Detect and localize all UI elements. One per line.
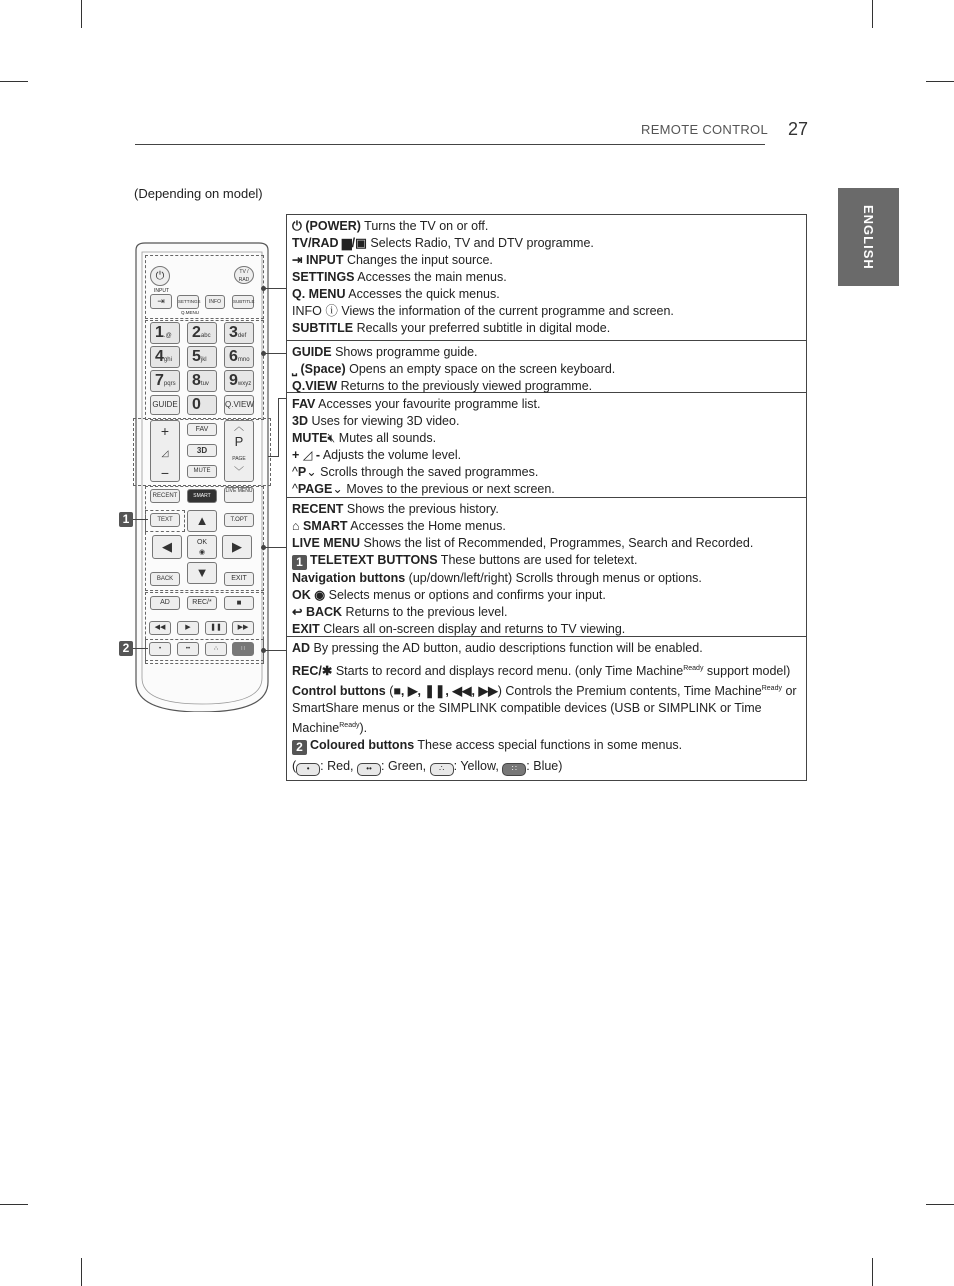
tvrad-text: Selects Radio, TV and DTV programme. [366,236,594,250]
input-desc [292,252,801,269]
live-menu-desc [292,535,801,552]
chevron-up-icon: ^ [292,482,298,496]
colour-key-desc [292,758,801,776]
row-power-group [287,215,806,340]
crop-mark [926,81,954,82]
3d-desc [292,413,801,430]
subtitle-button[interactable]: SUBTITLE [232,295,254,309]
row-ad-group [287,636,806,780]
page-p-label: P [234,434,244,449]
leader-line [264,288,286,289]
space-icon: ⎵ [292,362,298,376]
text-button[interactable]: TEXT [150,513,180,527]
settings-desc [292,269,801,286]
remote-illustration [135,242,269,712]
power-icon: ⏻ [292,219,302,233]
key-2-letters: abc [200,333,211,339]
leader-line [268,456,279,457]
tvrad-label: TV/RAD [292,236,339,250]
qmenu-text: Accesses the quick menus. [345,287,500,301]
page-number: 27 [788,119,809,139]
ok-label: OK [292,588,311,602]
key-3-letters: def [237,333,247,339]
fast-forward-button[interactable]: ▶▶ [232,621,254,635]
live-menu-text: Shows the list of Recommended, Programmes, Search and Recorded. [360,536,754,550]
qview-label: Q.VIEW [292,379,338,393]
ok-label: OK [196,539,208,546]
group-outline [145,320,264,420]
power-desc [292,218,801,235]
volume-plus-label: + [292,448,303,462]
back-icon: ↩ [292,605,303,619]
qview-button[interactable]: Q.VIEW [224,395,254,415]
guide-label: GUIDE [292,345,332,359]
crop-mark [872,1258,873,1286]
3d-icon: 3D [292,414,308,428]
leader-line [278,398,279,456]
mute-label: MUTE [292,431,328,445]
volume-minus-label: - [312,448,321,462]
rec-ready-sup: Ready [683,665,704,672]
info-label: INFO [292,304,322,318]
coloured-label: Coloured buttons [310,738,415,753]
leader-line [264,353,286,354]
key-2-digit: 2 [192,324,201,341]
leader-line [278,398,286,399]
header-rule [135,144,765,145]
leader-line [133,648,148,649]
exit-text: Clears all on-screen display and returns to TV viewing. [319,622,626,636]
input-label: INPUT [154,288,169,294]
yellow-text: : Yellow, [453,759,503,774]
teletext-label: TELETEXT BUTTONS [310,553,438,567]
subtitle-desc [292,320,801,337]
space-desc [292,361,801,378]
control-label: Control buttons [292,684,386,699]
key-0[interactable]: 0 [187,395,217,415]
volume-rocker[interactable]: + ◿ − [150,420,180,482]
key-6-letters: mno [237,357,250,363]
program-label: P [297,465,307,479]
page-label: PAGE [297,482,333,496]
qview-text: Returns to the previously viewed programme. [337,379,593,393]
volume-text: Adjusts the volume level. [320,448,462,462]
input-icon: ⇥ [292,253,303,267]
chevron-down-icon: ⌄ [306,465,317,479]
fav-label: FAV [292,397,316,411]
red-text: : Red, [320,759,357,774]
input-text: Changes the input source. [343,253,493,267]
group-outline [133,418,271,486]
group-outline [145,639,264,661]
group-outline [145,255,264,319]
key-9-digit: 9 [229,372,238,389]
ok-button[interactable]: OK ◉ [187,535,217,559]
coloured-badge: 2 [292,740,307,755]
nav-right-button[interactable]: ▶ [222,535,252,559]
rec-text-2: support model) [703,664,791,679]
key-4-digit: 4 [155,348,164,365]
group-outline [145,486,264,591]
crop-mark [0,81,28,82]
section-title: REMOTE CONTROL [641,122,768,137]
control-text-3: ). [359,721,368,736]
asterisk-icon: ✱ [321,664,333,679]
nav-down-button[interactable]: ▼ [187,562,217,584]
teletext-desc [292,552,801,570]
leader-line [264,547,286,548]
page-text: Moves to the previous or next screen. [342,482,555,496]
key-8-letters: tuv [200,381,209,387]
fav-text: Accesses your favourite programme list. [315,397,541,411]
power-label: (POWER) [305,219,361,233]
row-guide-group [287,340,806,392]
language-tab [838,188,899,286]
rec-desc [292,660,801,680]
recent-text: Shows the previous history. [343,502,499,516]
volume-icon: ◿ [302,448,313,462]
crop-mark [872,0,873,28]
fav-desc [292,396,801,413]
ad-label: AD [292,641,311,655]
qmenu-label: Q.MENU [181,310,199,315]
mute-text: Mutes all sounds. [335,431,437,445]
ad-button[interactable]: AD [150,596,180,610]
rec-label: REC/ [292,664,322,679]
row-fav-group [287,392,806,497]
red-dot-icon: • [296,763,320,776]
exit-button[interactable]: EXIT [224,572,254,586]
ad-text: By pressing the AD button, audio descriptions function will be enabled. [310,641,703,655]
home-icon: ⌂ [292,519,300,533]
key-8-digit: 8 [192,372,201,389]
yellow-dots-icon: ∴ [430,763,454,776]
green-button[interactable]: •• [177,642,199,656]
red-button[interactable]: • [149,642,171,656]
guide-desc [292,344,801,361]
key-5-digit: 5 [192,348,201,365]
chevron-up-icon: ^ [292,465,298,479]
exit-label: EXIT [292,622,320,636]
yellow-button[interactable]: ∴ [205,642,227,656]
blue-text: : Blue) [526,759,563,774]
back-label: BACK [305,605,343,619]
qmenu-label: Q. MENU [292,287,346,301]
page-desc [292,481,801,498]
qmenu-desc [292,286,801,303]
leader-line [264,650,286,651]
info-button[interactable]: INFO [205,295,225,309]
subtitle-label: SUBTITLE [292,321,354,335]
3d-button[interactable]: 3D [187,444,217,457]
ad-desc [292,640,801,657]
key-9-letters: wxyz [237,381,252,387]
blue-button[interactable]: ∷ [232,642,254,656]
page-rocker[interactable]: ︿ P PAGE ﹀ [224,420,254,482]
key-1-digit: 1 [155,324,164,341]
language-tab-label: ENGLISH [861,204,876,270]
control-ready-sup: Ready [761,685,782,693]
topt-button[interactable]: T.OPT [224,513,254,527]
coloured-text: These access special functions in some menus. [414,738,683,753]
green-dots-icon: •• [357,763,381,776]
callout-1: 1 [119,512,133,527]
colour-open: ( [292,759,297,774]
key-7-digit: 7 [155,372,164,389]
coloured-desc [292,737,801,755]
crop-mark [926,1204,954,1205]
mute-icon: 🔇︎ [327,431,336,445]
space-label: (Space) [300,362,346,376]
power-button[interactable]: ⏻ [150,266,170,286]
control-open: ( [385,684,394,699]
navigation-text: (up/down/left/right) Scrolls through menus or options. [405,571,702,585]
nav-up-button[interactable]: ▲ [187,510,217,532]
input-button[interactable]: ⇥ [150,294,172,309]
control-desc [292,680,801,737]
power-text: Turns the TV on or off. [360,219,489,233]
pause-button[interactable]: ❚❚ [205,621,227,635]
play-button[interactable]: ▶ [177,621,199,635]
tvrad-icon: ▆/▣ [342,236,367,250]
nav-left-button[interactable]: ◀ [152,535,182,559]
teletext-badge: 1 [292,555,307,570]
smart-button[interactable]: SMART [187,489,217,503]
rec-button[interactable]: REC/* [187,596,217,610]
crop-mark [81,1258,82,1286]
space-text: Opens an empty space on the screen keyboard. [345,362,616,376]
control-text-2: or SmartShare menus or the SIMPLINK compatible devices (USB or SIMPLINK or Time Machine [292,684,797,736]
settings-text: Accesses the main menus. [354,270,507,284]
ok-desc [292,587,801,604]
key-4-letters: ghi [163,357,172,363]
ok-icon: ◉ [314,588,326,602]
tvrad-desc [292,235,801,252]
smart-text: Accesses the Home menus. [347,519,506,533]
program-text: Scrolls through the saved programmes. [316,465,539,479]
rewind-button[interactable]: ◀◀ [149,621,171,635]
ok-text: Selects menus or options and confirms your input. [325,588,606,602]
back-button[interactable]: BACK [150,572,180,586]
crop-mark [81,0,82,28]
info-text: Views the information of the current programme and screen. [337,304,674,318]
group-outline [145,510,185,532]
rec-text: Starts to record and displays record menu. (only Time Machine [332,664,684,679]
info-desc [292,303,801,320]
key-5-letters: jkl [200,357,207,363]
control-icons: ■, ▶, ❚❚, ◀◀, ▶▶ [393,684,498,699]
subtitle-text: Recalls your preferred subtitle in digital mode. [353,321,611,335]
control-text: ) Controls the Premium contents, Time Machine [497,684,762,699]
live-menu-label: LIVE MENU [292,536,361,550]
settings-label: SETTINGS [292,270,355,284]
page-label: PAGE [232,456,246,462]
crop-mark [0,1204,28,1205]
info-icon: ⓘ [325,304,338,318]
leader-line [133,519,148,520]
blue-dots-icon: ∷ [502,763,526,776]
guide-text: Shows programme guide. [331,345,478,359]
smart-label: SMART [303,519,348,533]
input-label: INPUT [305,253,344,267]
model-note: (Depending on model) [134,186,263,201]
stop-button[interactable]: ■ [224,596,254,610]
program-desc [292,464,801,481]
row-recent-group [287,497,806,636]
button-description-table [286,214,807,781]
recent-button[interactable]: RECENT [150,489,180,503]
mute-desc [292,430,801,447]
3d-text: Uses for viewing 3D video. [307,414,460,428]
volume-desc [292,447,801,464]
live-menu-button[interactable]: LIVE MENU [224,487,254,503]
back-desc [292,604,801,621]
key-6-digit: 6 [229,348,238,365]
chevron-down-icon: ⌄ [332,482,343,496]
key-1-letters: .@ [163,333,172,339]
teletext-text: These buttons are used for teletext. [437,553,638,567]
guide-button[interactable]: GUIDE [150,395,180,415]
recent-label: RECENT [292,502,344,516]
mute-button[interactable]: MUTE [187,465,217,478]
key-7-letters: pqrs [163,381,176,387]
recent-desc [292,501,801,518]
fav-button[interactable]: FAV [187,423,217,436]
back-text: Returns to the previous level. [342,605,508,619]
callout-2: 2 [119,641,133,656]
navigation-desc [292,570,801,587]
smart-desc [292,518,801,535]
key-3-digit: 3 [229,324,238,341]
control-ready-sup-2: Ready [339,722,360,730]
settings-button[interactable]: SETTINGS [177,295,199,309]
tv-rad-button[interactable]: TV / RAD [234,266,254,284]
navigation-label: Navigation buttons [292,571,406,585]
green-text: : Green, [381,759,430,774]
